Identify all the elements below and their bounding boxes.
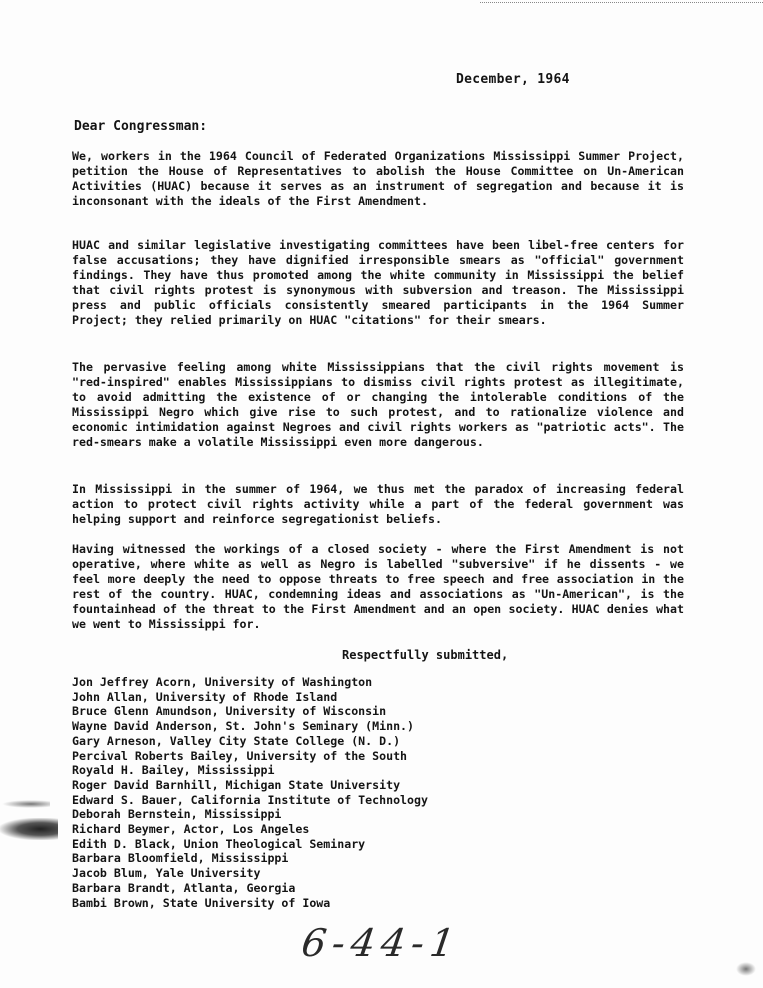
paragraph-2: HUAC and similar legislative investigating committees have been libel-free centers for false accusations; they have dignified irresponsible smears as "official" government findings. They have thus promoted among the white community in Mississippi the belief that civil rights protest is synonymous with subversion and treason. The Mississippi press and public officials consistently smeared participants in the 1964 Summer Project; they relied primarily on HUAC "citations" for their smears. bbox=[72, 238, 684, 327]
signer: Deborah Bernstein, Mississippi bbox=[72, 807, 282, 822]
signer: Roger David Barnhill, Michigan State University bbox=[72, 777, 401, 792]
paragraph-1: We, workers in the 1964 Council of Federated Organizations Mississippi Summer Project, petition the House of Representatives to abolish the House Committee on Un-American Activities (HUAC) because it serves as an instrument of segregation and because it is inconsonant with the ideals of the First Amendment. bbox=[72, 149, 684, 208]
scan-smudge bbox=[0, 818, 58, 840]
scan-artifact-top bbox=[480, 2, 763, 7]
signer: Barbara Bloomfield, Mississippi bbox=[72, 851, 289, 866]
signer: Barbara Brandt, Atlanta, Georgia bbox=[72, 880, 296, 895]
signer: Edith D. Black, Union Theological Seminary bbox=[72, 836, 366, 851]
signer: Percival Roberts Bailey, University of the South bbox=[72, 748, 408, 763]
salutation: Dear Congressman: bbox=[74, 119, 208, 134]
paragraph-4: In Mississippi in the summer of 1964, we thus met the paradox of increasing federal action to protect civil rights activity while a part of the federal government was helping support and reinforce segregationist beliefs. bbox=[72, 482, 684, 526]
signer: Gary Arneson, Valley City State College (N. D.) bbox=[72, 733, 401, 748]
paragraph-3: The pervasive feeling among white Mississippians that the civil rights movement is "red-inspired" enables Mississippians to dismiss civil rights protest as illegitimate, to avoid admitting the existence of or changing the intolerable conditions of the Mississippi Negro which give rise to such protest, and to rationalize violence and economic intimidation against Negroes and civil rights workers as "patriotic acts". The red-smears make a volatile Mississippi even more dangerous. bbox=[72, 360, 684, 449]
paragraph-5: Having witnessed the workings of a closed society - where the First Amendment is not operative, where white as well as Negro is labelled "subversive" if he dissents - we feel more deeply the need to oppose threats to free speech and free association in the rest of the country. HUAC, condemning ideas and associations as "Un-American", is the fountainhead of the threat to the First Amendment and an open society. HUAC denies what we went to Mississippi for. bbox=[72, 542, 684, 631]
scan-smudge bbox=[736, 962, 756, 976]
signer: Richard Beymer, Actor, Los Angeles bbox=[72, 822, 310, 837]
signer: John Allan, University of Rhode Island bbox=[72, 689, 338, 704]
signer-list bbox=[72, 675, 428, 910]
closing: Respectfully submitted, bbox=[342, 648, 509, 662]
signer: Bambi Brown, State University of Iowa bbox=[72, 895, 331, 910]
signer: Bruce Glenn Amundson, University of Wisconsin bbox=[72, 704, 387, 719]
signer: Jacob Blum, Yale University bbox=[72, 866, 261, 881]
signer: Wayne David Anderson, St. John's Seminary (Minn.) bbox=[72, 719, 415, 734]
scan-smudge bbox=[2, 800, 50, 808]
signer: Edward S. Bauer, California Institute of Technology bbox=[72, 792, 428, 807]
letter-date: December, 1964 bbox=[456, 72, 570, 87]
signer: Royald H. Bailey, Mississippi bbox=[72, 763, 275, 778]
handwritten-page-number: 6-44-1 bbox=[298, 921, 464, 965]
signer: Jon Jeffrey Acorn, University of Washington bbox=[72, 675, 373, 689]
